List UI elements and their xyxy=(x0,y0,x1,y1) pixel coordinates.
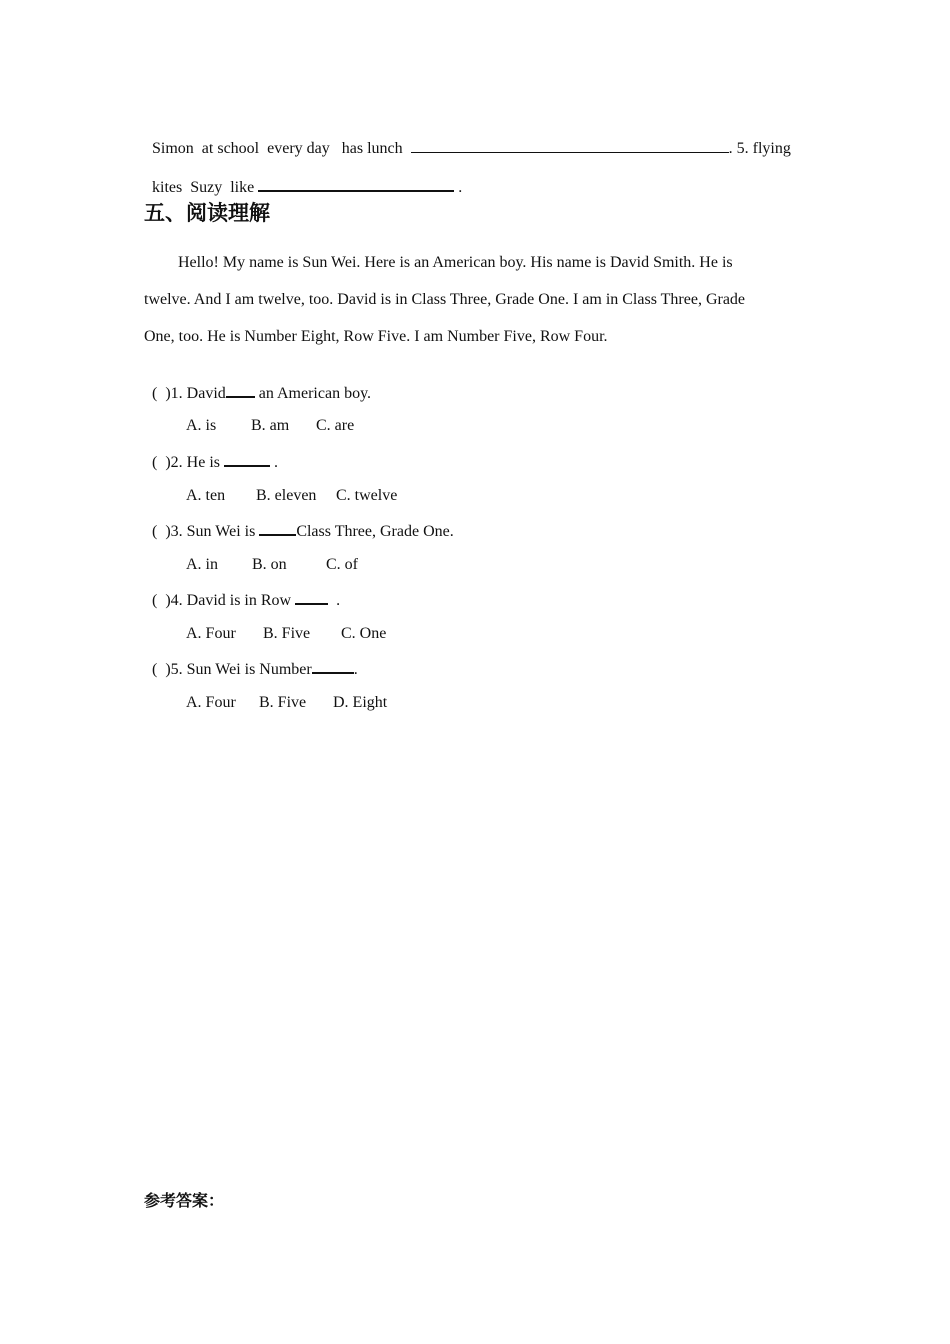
fill-in-words-2: kites Suzy like xyxy=(152,179,259,196)
question-1-suffix: an American boy. xyxy=(254,385,372,402)
option-b[interactable]: B. am xyxy=(251,417,290,434)
passage-line-1: Hello! My name is Sun Wei. Here is an American boy. His name is David Smith. He is xyxy=(178,254,733,271)
question-3-blank[interactable] xyxy=(259,520,296,536)
question-4-suffix: . xyxy=(328,592,341,609)
option-a[interactable]: A. is xyxy=(186,417,217,434)
question-5-prefix: ( )5. Sun Wei is Number xyxy=(152,661,312,678)
option-b[interactable]: B. Five xyxy=(263,625,311,642)
question-5-suffix: . xyxy=(353,661,358,678)
question-1-options xyxy=(178,396,354,436)
option-c[interactable]: C. of xyxy=(326,556,358,573)
question-4-prefix: ( )4. David is in Row xyxy=(152,592,296,609)
section-heading: 五、阅读理解 xyxy=(144,201,270,225)
option-c[interactable]: C. One xyxy=(341,625,387,642)
option-b[interactable]: B. Five xyxy=(259,694,307,711)
answer-key-title: 参考答案： xyxy=(144,1191,225,1210)
question-5-options xyxy=(178,673,387,713)
fill-in-line-1 xyxy=(144,118,791,159)
question-2-blank[interactable] xyxy=(224,451,270,467)
fill-in-tail-2: . xyxy=(454,179,463,196)
option-b[interactable]: B. eleven xyxy=(256,487,317,504)
passage-line-2: twelve. And I am twelve, too. David is in Class Three, Grade One. I am in Class Three, Grade xyxy=(144,291,746,308)
question-3-prefix: ( )3. Sun Wei is xyxy=(152,523,260,540)
passage-line-3: One, too. He is Number Eight, Row Five. I am Number Five, Row Four. xyxy=(144,328,608,345)
option-c[interactable]: C. are xyxy=(316,417,355,434)
question-3-suffix: Class Three, Grade One. xyxy=(296,523,454,540)
answer-blank-4[interactable] xyxy=(411,138,729,153)
fill-in-words-1: Simon at school every day has lunch xyxy=(152,140,411,157)
option-d[interactable]: D. Eight xyxy=(333,694,388,711)
question-2-suffix: . xyxy=(269,454,278,471)
option-b[interactable]: B. on xyxy=(252,556,287,573)
question-1-prefix: ( )1. David xyxy=(152,385,226,402)
option-a[interactable]: A. Four xyxy=(186,694,236,711)
question-5-blank[interactable] xyxy=(312,658,354,674)
question-4-blank[interactable] xyxy=(295,589,328,605)
option-c[interactable]: C. twelve xyxy=(336,487,398,504)
answer-blank-5[interactable] xyxy=(258,176,454,192)
fill-in-line-2 xyxy=(144,156,462,198)
option-a[interactable]: A. ten xyxy=(186,487,226,504)
fill-in-tail-1: . 5. flying xyxy=(728,140,791,157)
option-a[interactable]: A. in xyxy=(186,556,218,573)
option-a[interactable]: A. Four xyxy=(186,625,236,642)
question-2-prefix: ( )2. He is xyxy=(152,454,224,471)
